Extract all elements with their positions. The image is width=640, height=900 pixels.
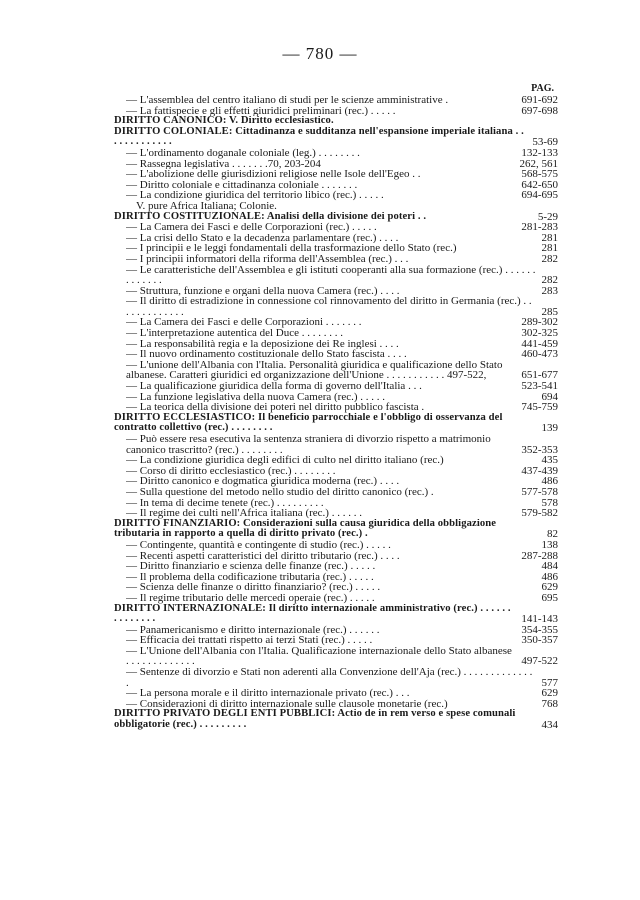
index-entry (114, 540, 558, 551)
index-heading (114, 604, 558, 625)
entry-title: — L'ordinamento doganale coloniale (leg.) . . . . . . . . (126, 147, 360, 159)
index-entry (114, 667, 558, 688)
entry-title: — Scienza delle finanze o diritto finanziario? (rec.) . . . . . (126, 582, 381, 593)
entry-title: DIRITTO CANONICO: V. Diritto ecclesiastico. (114, 116, 334, 127)
entry-title: DIRITTO INTERNAZIONALE: Il diritto internazionale amministrativo (rec.) . . . . . . . . . . . . . . (114, 603, 511, 625)
entry-title: — Sentenze di divorzio e Stati non aderenti alla Convenzione dell'Aja (rec.) . . . . . . . . . . . . . . (126, 667, 533, 689)
index-entry (114, 625, 558, 636)
entry-pages: 577-578 (521, 485, 558, 498)
index-entry (114, 296, 558, 317)
entry-pages: 283 (541, 284, 558, 297)
entry-pages: 354-355 (521, 623, 558, 636)
entry-title: — La fattispecie e gli effetti giuridici preliminari (rec.) . . . . . (126, 105, 396, 117)
entry-pages: 281 (541, 242, 558, 255)
index-entry (114, 95, 558, 106)
index-heading (114, 413, 558, 434)
entry-pages: 484 (541, 560, 558, 573)
entry-title: — L'abolizione delle giurisdizioni religiose nelle Isole dell'Egeo . . (126, 169, 421, 180)
index-entry (114, 106, 558, 117)
index-entry (114, 339, 558, 350)
index-entry (114, 243, 558, 254)
entry-title: — Il problema della codificazione tributaria (rec.) . . . . . (126, 571, 374, 583)
entry-pages: 285 (541, 305, 558, 318)
index-entry (114, 699, 558, 710)
entry-pages: 435 (541, 454, 558, 467)
entry-title: — La teorica della divisione dei poteri nel diritto pubblico fascista . (126, 402, 425, 413)
entry-pages: 441-459 (521, 337, 558, 350)
entry-title: — Contingente, quantità e contingente di studio (rec.) . . . . . (126, 539, 391, 551)
entry-pages: 289-302 (521, 316, 558, 329)
entry-title: — Corso di diritto ecclesiastico (rec.) . . . . . . . . (126, 465, 336, 477)
entry-pages: 697-698 (521, 104, 558, 117)
index-heading (114, 519, 558, 540)
entry-pages: 642-650 (521, 178, 558, 191)
index-entry (114, 487, 558, 498)
entry-title: — L'Unione dell'Albania con l'Italia. Qualificazione internazionale dello Stato albanese . . . . . . . . . . . . . (126, 645, 512, 668)
entry-title: — Struttura, funzione e organi della nuova Camera (rec.) . . . . (126, 285, 400, 297)
index-entry (114, 551, 558, 562)
entry-pages: 568-575 (521, 168, 558, 181)
entry-pages: 629 (541, 581, 558, 594)
entry-pages: 694 (541, 390, 558, 403)
index-entry (114, 328, 558, 339)
entry-title: — Recenti aspetti caratteristici del diritto tributario (rec.) . . . . (126, 550, 400, 562)
index-entry (114, 434, 558, 455)
index-entry (114, 317, 558, 328)
entry-pages: 141-143 (521, 613, 558, 626)
index-entry (114, 381, 558, 392)
page-column-label: PAG. (531, 83, 554, 94)
index-entry (114, 455, 558, 466)
entry-pages: 651-677 (521, 369, 558, 382)
entry-pages: 262, 561 (519, 157, 558, 170)
entry-pages: 287-288 (521, 549, 558, 562)
entry-title: — Diritto coloniale e cittadinanza coloniale . . . . . . . (126, 179, 358, 191)
index-entry (114, 360, 558, 381)
entry-pages: 82 (547, 528, 558, 541)
entry-pages: 486 (541, 570, 558, 583)
index-entry (114, 476, 558, 487)
index-entry (114, 349, 558, 360)
index-entry (114, 582, 558, 593)
entry-title: — La condizione giuridica del territorio libico (rec.) . . . . . (126, 190, 384, 201)
index-entry (114, 286, 558, 297)
index-entry (114, 688, 558, 699)
index-list (114, 95, 558, 731)
index-entry (114, 254, 558, 265)
index-entry (114, 561, 558, 572)
entry-title: — La persona morale e il diritto internazionale privato (rec.) . . . (126, 688, 410, 699)
entry-title: — La crisi dello Stato e la decadenza parlamentare (rec.) . . . . (126, 232, 399, 244)
entry-title: — Efficacia dei trattati rispetto ai terzi Stati (rec.) . . . . . (126, 635, 373, 646)
entry-title: — I principii e le leggi fondamentali della trasformazione dello Stato (rec.) (126, 243, 457, 254)
entry-pages: 352-353 (521, 443, 558, 456)
entry-title: — Il diritto di estradizione in connessione col rinnovamento del diritto in Germania (rec.) . . . . . . . . . . . . . (126, 296, 532, 318)
index-entry (114, 498, 558, 509)
entry-title: — Le caratteristiche dell'Assemblea e gli istituti cooperanti alla sua formazione (rec.) . . . . . . . . . . . . . (126, 264, 536, 286)
entry-title: — La Camera dei Fasci e delle Corporazioni (rec.) . . . . . (126, 222, 377, 233)
entry-title: — La responsabilità regia e la deposizione dei Re inglesi . . . . (126, 338, 399, 350)
entry-pages: 281 (541, 231, 558, 244)
index-heading (114, 116, 558, 127)
entry-pages: 5-29 (537, 210, 558, 223)
entry-pages: 281-283 (521, 221, 558, 234)
entry-pages: 694-695 (521, 189, 558, 202)
entry-title: — Considerazioni di diritto internazionale sulle clausole monetarie (rec.) (126, 698, 448, 710)
index-entry (114, 646, 558, 667)
entry-pages: 138 (541, 538, 558, 551)
index-entry (114, 233, 558, 244)
entry-pages: 302-325 (521, 327, 558, 340)
index-entry (114, 180, 558, 191)
entry-title: DIRITTO PRIVATO DEGLI ENTI PUBBLICI: Actio de in rem verso e spese comunali obbligatorie (rec.) . . . . . . . . . (114, 709, 516, 731)
entry-pages: 132-133 (521, 146, 558, 159)
entry-pages: 691-692 (521, 94, 558, 106)
entry-pages: 745-759 (521, 401, 558, 414)
index-entry (114, 593, 558, 604)
entry-pages: 523-541 (521, 380, 558, 393)
entry-pages: 768 (541, 697, 558, 710)
index-entry (114, 572, 558, 583)
entry-title: DIRITTO ECCLESIASTICO: Il beneficio parrocchiale e l'obbligo di osservanza del contratto collettivo (rec.) . . . . . . . . (114, 412, 503, 434)
entry-pages: 139 (541, 422, 558, 435)
entry-title: — La qualificazione giuridica della forma di governo dell'Italia . . . (126, 381, 422, 392)
entry-pages: 282 (541, 274, 558, 287)
index-entry (114, 402, 558, 413)
entry-title: — Diritto finanziario e scienza delle finanze (rec.) . . . . . (126, 561, 376, 572)
entry-title: — La funzione legislativa della nuova Camera (rec.) . . . . . (126, 391, 386, 403)
entry-title: — Panamericanismo e diritto internazionale (rec.) . . . . . . (126, 624, 380, 636)
entry-pages: 350-357 (521, 634, 558, 647)
index-entry (114, 635, 558, 646)
entry-pages: 578 (541, 496, 558, 509)
entry-title: DIRITTO COLONIALE: Cittadinanza e sudditanza nell'espansione imperiale italiana . . . . . . . . . . . . . (114, 126, 524, 148)
entry-title: — Può essere resa esecutiva la sentenza straniera di divorzio rispetto a matrimonio canonico trascritto? (rec.) . . . . . . . . (126, 434, 491, 456)
entry-title: V. pure Africa Italiana; Colonie. (136, 200, 277, 212)
index-heading (114, 212, 558, 223)
index-entry (114, 169, 558, 180)
index-entry (114, 508, 558, 519)
index-entry (114, 265, 558, 286)
index-entry (114, 190, 558, 201)
entry-pages: 497-522 (521, 655, 558, 668)
entry-title: — L'interpretazione autentica del Duce . . . . . . . . (126, 328, 344, 339)
entry-pages: 579-582 (521, 507, 558, 520)
entry-pages: 460-473 (521, 348, 558, 361)
entry-title: — In tema di decime tenete (rec.) . . . . . . . . . (126, 497, 324, 509)
entry-pages: 437-439 (521, 464, 558, 477)
entry-title: — L'assemblea del centro italiano di studi per le scienze amministrative . (126, 95, 449, 106)
entry-pages: 282 (541, 252, 558, 265)
index-heading (114, 709, 558, 730)
page-number: — 780 — (282, 44, 358, 63)
entry-pages: 577 (541, 676, 558, 689)
index-entry (114, 148, 558, 159)
entry-title: — La Camera dei Fasci e delle Corporazioni . . . . . . . (126, 317, 362, 329)
entry-title: — Il nuovo ordinamento costituzionale dello Stato fascista . . . . (126, 349, 407, 360)
entry-pages: 434 (541, 719, 558, 732)
entry-pages: 629 (541, 687, 558, 700)
entry-title: — L'unione dell'Albania con l'Italia. Personalità giuridica e qualificazione dello Stato albanese. Caratteri giuridici ed organizzazione dell'Unione . . . . . . . . . . . 497-522, (126, 359, 503, 382)
entry-pages: 695 (541, 591, 558, 604)
index-entry (114, 222, 558, 233)
entry-title: — Sulla questione del metodo nello studio del diritto canonico (rec.) . (126, 486, 434, 498)
entry-title: — Rassegna legislativa . . . . . . .70, 203-204 (126, 158, 321, 170)
index-entry (114, 201, 558, 212)
entry-pages: 53-69 (532, 136, 558, 149)
entry-title: — I principii informatori della riforma dell'Assemblea (rec.) . . . (126, 253, 409, 265)
entry-title: — Diritto canonico e dogmatica giuridica moderna (rec.) . . . . (126, 476, 400, 487)
index-entry (114, 159, 558, 170)
entry-pages: 486 (541, 475, 558, 488)
entry-title: — Il regime dei culti nell'Africa italiana (rec.) . . . . . . (126, 508, 362, 519)
index-entry (114, 392, 558, 403)
index-entry (114, 466, 558, 477)
entry-title: DIRITTO COSTITUZIONALE: Analisi della divisione dei poteri . . (114, 211, 427, 222)
entry-title: DIRITTO FINANZIARIO: Considerazioni sulla causa giuridica della obbligazione tributaria in rapporto a quella di diritto privato (rec.) . (114, 518, 497, 540)
entry-title: — Il regime tributario delle mercedi operaie (rec.) . . . . . (126, 592, 375, 604)
index-heading (114, 127, 558, 148)
entry-title: — La condizione giuridica degli edifici di culto nel diritto italiano (rec.) (126, 455, 444, 466)
